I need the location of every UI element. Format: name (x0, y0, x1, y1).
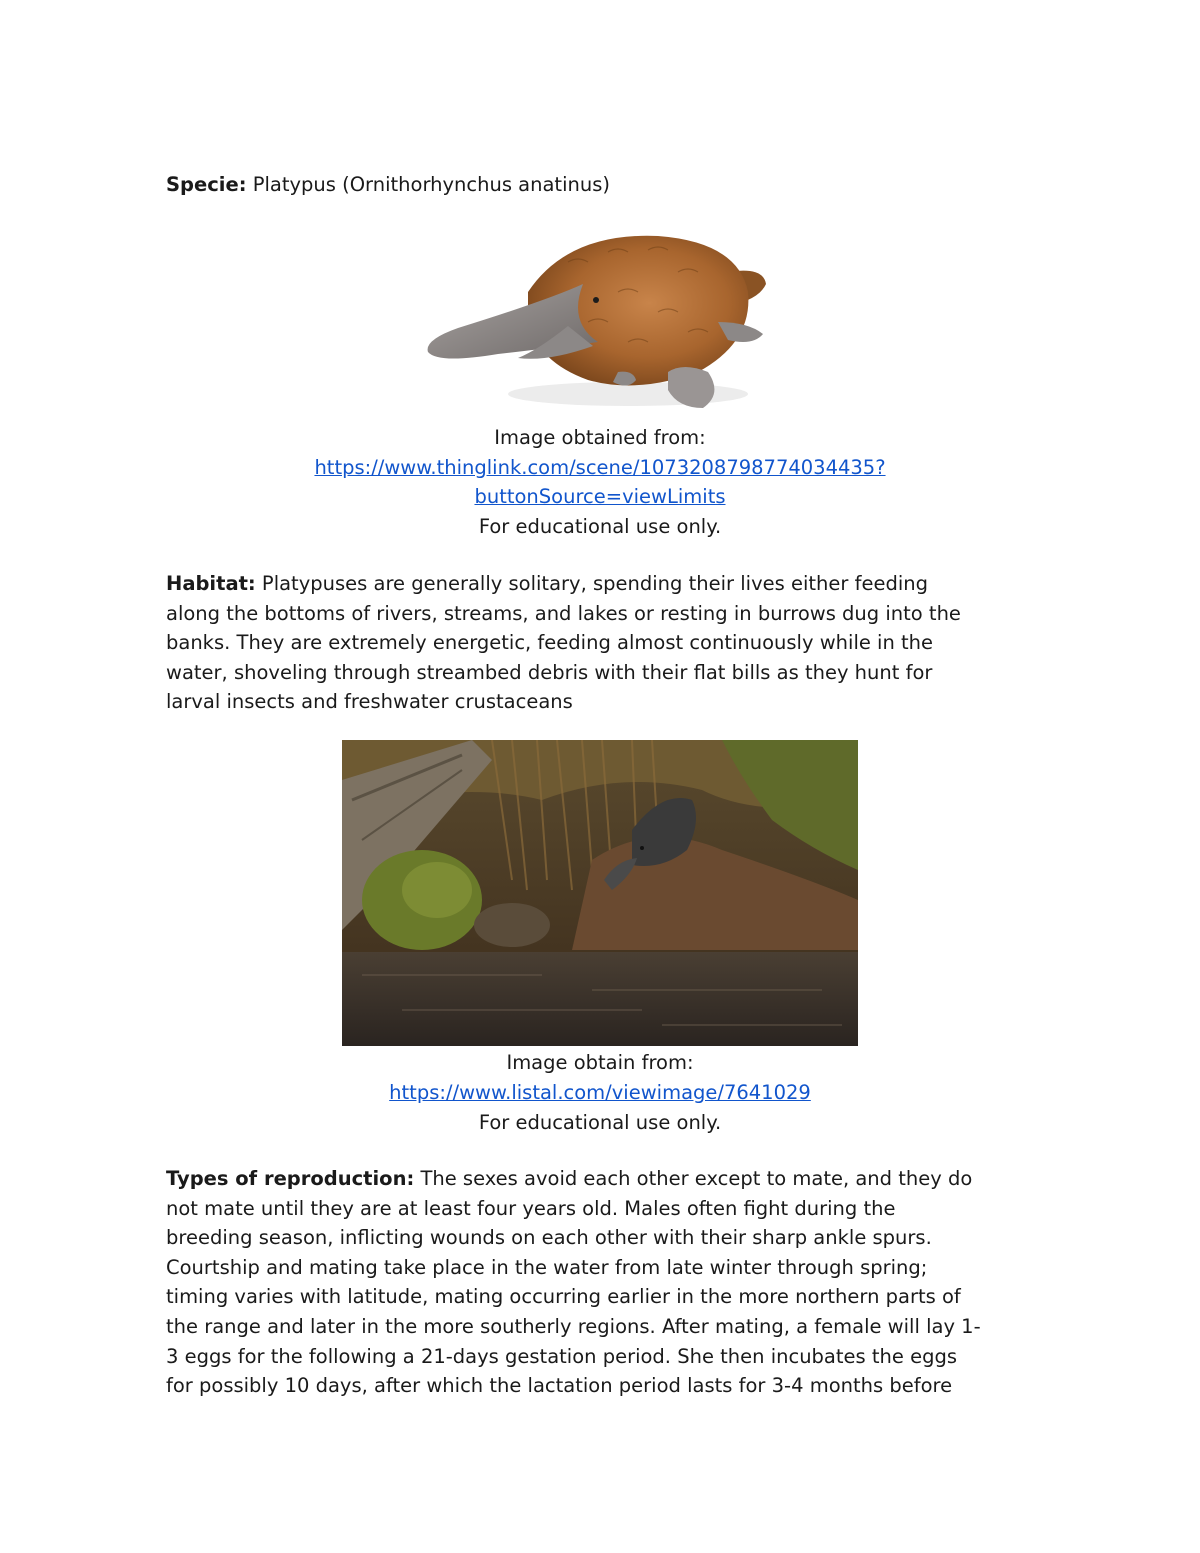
habitat-paragraph (166, 569, 1046, 717)
image1-note: For educational use only. (478, 515, 722, 538)
reproduction-paragraph (166, 1164, 1046, 1401)
habitat-line: larval insects and freshwater crustaceans (166, 690, 573, 714)
habitat-line: Platypuses are generally solitary, spending their lives either feeding (255, 572, 928, 595)
image2-link-line (0, 1078, 1200, 1108)
species-label: Specie: (166, 173, 247, 196)
platypus-stream-photo (342, 740, 858, 1046)
image1-link-line1 (0, 453, 1200, 483)
reproduction-line: The sexes avoid each other except to mate, and they do (414, 1167, 973, 1190)
image1-link-line2 (0, 482, 1200, 512)
species-value: Platypus (Ornithorhynchus anatinus) (246, 173, 610, 196)
image2-caption: Image obtain from: (506, 1051, 694, 1074)
image1-source-link-cont[interactable]: buttonSource=viewLimits (474, 485, 726, 508)
reproduction-line: for possibly 10 days, after which the lactation period lasts for 3-4 months before (166, 1374, 953, 1398)
platypus-photo (418, 222, 770, 418)
reproduction-label: Types of reproduction: (166, 1167, 415, 1190)
image1-caption: Image obtained from: (494, 426, 706, 449)
image2-source-link[interactable]: https://www.listal.com/viewimage/7641029 (389, 1081, 811, 1104)
reproduction-line: the range and later in the more southerly regions. After mating, a female will lay 1- (166, 1314, 981, 1338)
reproduction-line: timing varies with latitude, mating occurring earlier in the more northern parts of (166, 1285, 961, 1309)
habitat-line: along the bottoms of rivers, streams, and lakes or resting in burrows dug into the (166, 601, 961, 625)
image2-note: For educational use only. (478, 1111, 722, 1134)
reproduction-line: Courtship and mating take place in the water from late winter through spring; (166, 1255, 928, 1279)
reproduction-line: 3 eggs for the following a 21-days gestation period. She then incubates the eggs (166, 1344, 957, 1368)
image1-source-link[interactable]: https://www.thinglink.com/scene/1073208798774034435? (314, 456, 886, 479)
reproduction-line: not mate until they are at least four years old. Males often fight during the (166, 1196, 896, 1220)
reproduction-line: breeding season, inflicting wounds on each other with their sharp ankle spurs. (166, 1226, 932, 1250)
species-line (166, 170, 1046, 200)
habitat-line: banks. They are extremely energetic, feeding almost continuously while in the (166, 631, 934, 655)
habitat-line: water, shoveling through streambed debris with their flat bills as they hunt for (166, 660, 933, 684)
habitat-label: Habitat: (166, 572, 256, 595)
